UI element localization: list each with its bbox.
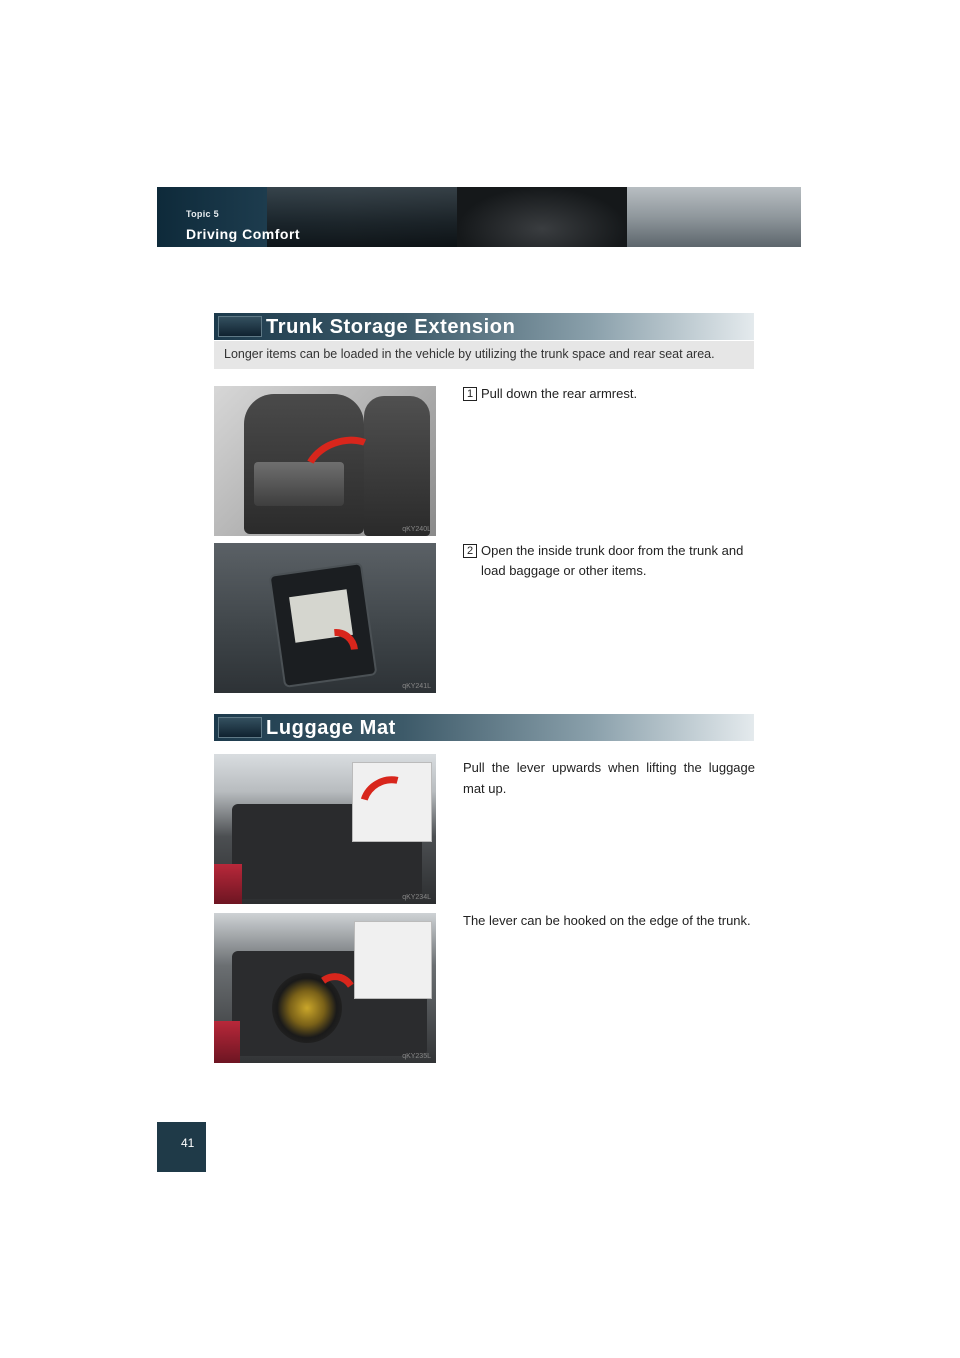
step-text-line2: load baggage or other items. [481, 563, 647, 578]
step-text: Pull down the rear armrest. [481, 386, 638, 401]
section-heading-luggage-mat [214, 714, 754, 741]
section-intro: Longer items can be loaded in the vehicle by utilizing the trunk space and rear seat area. [214, 341, 754, 369]
red-arrow-icon [350, 766, 429, 843]
banner-photo-car [627, 187, 801, 247]
image-code: qKY234L [402, 894, 431, 901]
image-code: qKY235L [402, 1053, 431, 1060]
page-number: 41 [157, 1122, 206, 1172]
image-code: qKY240L [402, 526, 431, 533]
step-text-line1: Open the inside trunk door from the trunk and [481, 543, 744, 558]
trunk-door-image [214, 543, 436, 693]
section-heading-trunk-storage [214, 313, 754, 340]
luggage-mat-lever-image [214, 754, 436, 904]
topic-label: Topic 5 [186, 209, 219, 219]
lever-hooked-image [214, 913, 436, 1063]
topic-title: Driving Comfort [186, 226, 301, 242]
banner-photo-interior [457, 187, 627, 247]
step-2 [463, 541, 743, 581]
lever-detail-inset [352, 762, 432, 842]
step-number-box: 1 [463, 387, 477, 401]
section-thumbnail [218, 316, 262, 337]
rear-armrest-image [214, 386, 436, 536]
step-number-box: 2 [463, 544, 477, 558]
section-title: Trunk Storage Extension [266, 316, 516, 338]
image-code: qKY241L [402, 683, 431, 690]
section-title: Luggage Mat [266, 717, 396, 739]
section-thumbnail [218, 717, 262, 738]
step-1 [463, 384, 637, 404]
lever-hook-detail-inset [354, 921, 432, 999]
luggage-mat-text-2: The lever can be hooked on the edge of the trunk. [463, 913, 751, 928]
luggage-mat-text-1: Pull the lever upwards when lifting the luggage mat up. [463, 760, 755, 796]
